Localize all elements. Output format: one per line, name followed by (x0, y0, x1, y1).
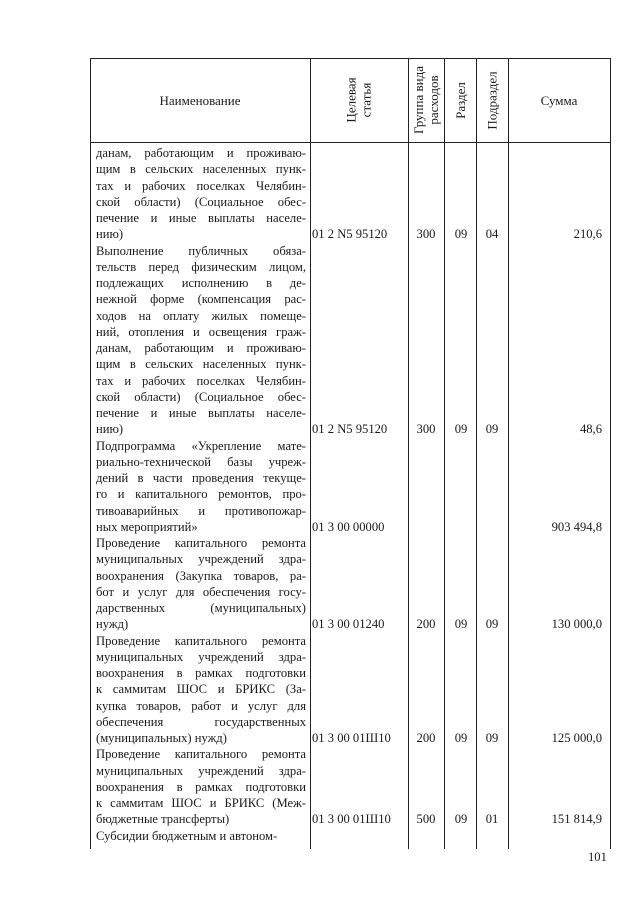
row-target-article: 01 3 00 01240 (312, 617, 385, 632)
header-target-article (310, 58, 408, 142)
header-amount-text: Сумма (540, 92, 578, 108)
row-name-line: Проведение капитального ремонта (96, 747, 306, 762)
row-name (96, 746, 306, 827)
row-name (96, 828, 306, 844)
row-name-line: печение и иные выплаты населе- (96, 211, 306, 225)
row-name-line: риально-технической базы учреж- (96, 454, 306, 469)
row-amount: 48,6 (579, 422, 602, 437)
row-name-line: воохранения (Закупка товаров, ра- (96, 568, 306, 583)
table-border-left (90, 58, 91, 849)
header-name (90, 58, 310, 142)
row-target-article: 01 3 00 01Ш10 (312, 812, 391, 827)
row-name-line: к саммитам ШОС и БРИКС (За- (96, 682, 306, 697)
row-name-line: ний, отопления и освещения граж- (96, 324, 306, 339)
row-name-line: дений в части проведения текуще- (96, 471, 306, 485)
row-section: 09 (454, 617, 468, 632)
row-name-line: данам, работающим и проживаю- (96, 341, 306, 355)
header-section-text: Раздел (452, 81, 468, 119)
row-name-line: подлежащих исполнению в де- (96, 276, 306, 290)
row-name-line: тах и рабочих поселках Челябин- (96, 373, 306, 388)
row-name-line: Выполнение публичных обяза- (96, 243, 306, 258)
header-target-article-text (344, 77, 374, 122)
row-name (96, 243, 306, 438)
header-expense-group-line2: расходов (426, 75, 442, 125)
row-name-line: ской области) (Социальное обес- (96, 389, 306, 404)
row-name-line: бюджетные трансферты) (96, 812, 230, 827)
row-name-line: купка товаров, работ и услуг для (96, 698, 306, 713)
row-name (96, 535, 306, 633)
row-name-line: тивоаварийных и противопожар- (96, 503, 306, 518)
row-name-line: данам, работающим и проживаю- (96, 146, 306, 160)
row-subsection: 09 (485, 731, 499, 745)
header-section (444, 58, 476, 142)
row-name-line: Субсидии бюджетным и автоном- (96, 828, 278, 843)
row-name (96, 438, 306, 536)
row-name-line: воохранения в рамках подготовки (96, 666, 306, 680)
row-name-line: ходов на оплату жилых помеще- (96, 308, 306, 323)
row-amount: 151 814,9 (551, 812, 602, 827)
row-name-line: щим в сельских населенных пунк- (96, 162, 306, 177)
budget-table (90, 58, 611, 849)
row-target-article: 01 3 00 01Ш10 (312, 731, 391, 745)
row-name-line: воохранения в рамках подготовки (96, 779, 306, 794)
row-name-line: бот и услуг для обеспечения госу- (96, 584, 306, 599)
header-name-text: Наименование (159, 92, 241, 108)
row-name-line: тельств перед физическим лицом, (96, 259, 306, 274)
row-section: 09 (454, 422, 468, 437)
header-target-article-line2: статья (358, 82, 374, 118)
row-amount: 125 000,0 (551, 731, 602, 745)
row-name-line: Проведение капитального ремонта (96, 633, 306, 648)
header-subsection-text: Подраздел (484, 70, 500, 130)
header-expense-group-text (411, 66, 441, 134)
header-subsection (476, 58, 508, 142)
col-divider-subsection (476, 58, 477, 849)
col-divider-code (310, 58, 311, 849)
row-name-line: нию) (96, 422, 124, 437)
table-border-right (610, 58, 611, 849)
row-name-line: нежной форме (компенсация рас- (96, 292, 306, 307)
row-expense-group: 200 (416, 617, 436, 632)
row-name-line: к саммитам ШОС и БРИКС (Меж- (96, 796, 306, 810)
row-name-line: го и капитального ремонтов, про- (96, 487, 306, 502)
row-name (96, 145, 306, 243)
row-amount: 130 000,0 (551, 617, 602, 632)
row-name-line: нию) (96, 227, 124, 242)
row-name-line: муниципальных учреждений здра- (96, 763, 306, 778)
row-amount: 210,6 (573, 227, 602, 242)
row-name-line: ных мероприятий» (96, 519, 198, 534)
row-subsection: 09 (485, 422, 499, 437)
row-name-line: Проведение капитального ремонта (96, 536, 306, 550)
row-name-line: печение и иные выплаты населе- (96, 406, 306, 420)
row-section: 09 (454, 731, 468, 745)
row-name-line: щим в сельских населенных пунк- (96, 357, 306, 372)
row-name-line: нужд) (96, 617, 129, 632)
row-subsection: 01 (485, 812, 499, 827)
row-target-article: 01 2 N5 95120 (312, 227, 388, 242)
row-section: 09 (454, 812, 468, 827)
header-target-article-line1: Целевая (343, 77, 359, 123)
header-expense-group-line1: Группа вида (411, 66, 427, 134)
row-target-article: 01 3 00 00000 (312, 519, 385, 534)
page-number: 101 (588, 850, 607, 864)
header-amount (508, 58, 610, 142)
row-name-line: тах и рабочих поселках Челябин- (96, 178, 306, 193)
row-name-line: Подпрограмма «Укрепление мате- (96, 438, 306, 453)
row-expense-group: 500 (416, 812, 436, 827)
row-name (96, 633, 306, 747)
row-expense-group: 200 (416, 731, 436, 745)
col-divider-section (444, 58, 445, 849)
row-name-line: обеспечения государственных (96, 714, 306, 729)
row-name-line: муниципальных учреждений здра- (96, 649, 306, 664)
row-expense-group: 300 (416, 227, 436, 242)
col-divider-amount (508, 58, 509, 849)
row-name-line: (муниципальных) нужд) (96, 731, 227, 745)
row-section: 09 (454, 227, 468, 242)
row-subsection: 04 (485, 227, 499, 242)
row-subsection: 09 (485, 617, 499, 632)
header-expense-group (408, 58, 444, 142)
row-amount: 903 494,8 (551, 519, 602, 534)
row-name-line: ской области) (Социальное обес- (96, 194, 306, 209)
row-expense-group: 300 (416, 422, 436, 437)
row-name-line: муниципальных учреждений здра- (96, 552, 306, 567)
header-divider (90, 142, 611, 143)
row-name-line: дарственных (муниципальных) (96, 601, 306, 615)
row-target-article: 01 2 N5 95120 (312, 422, 388, 437)
